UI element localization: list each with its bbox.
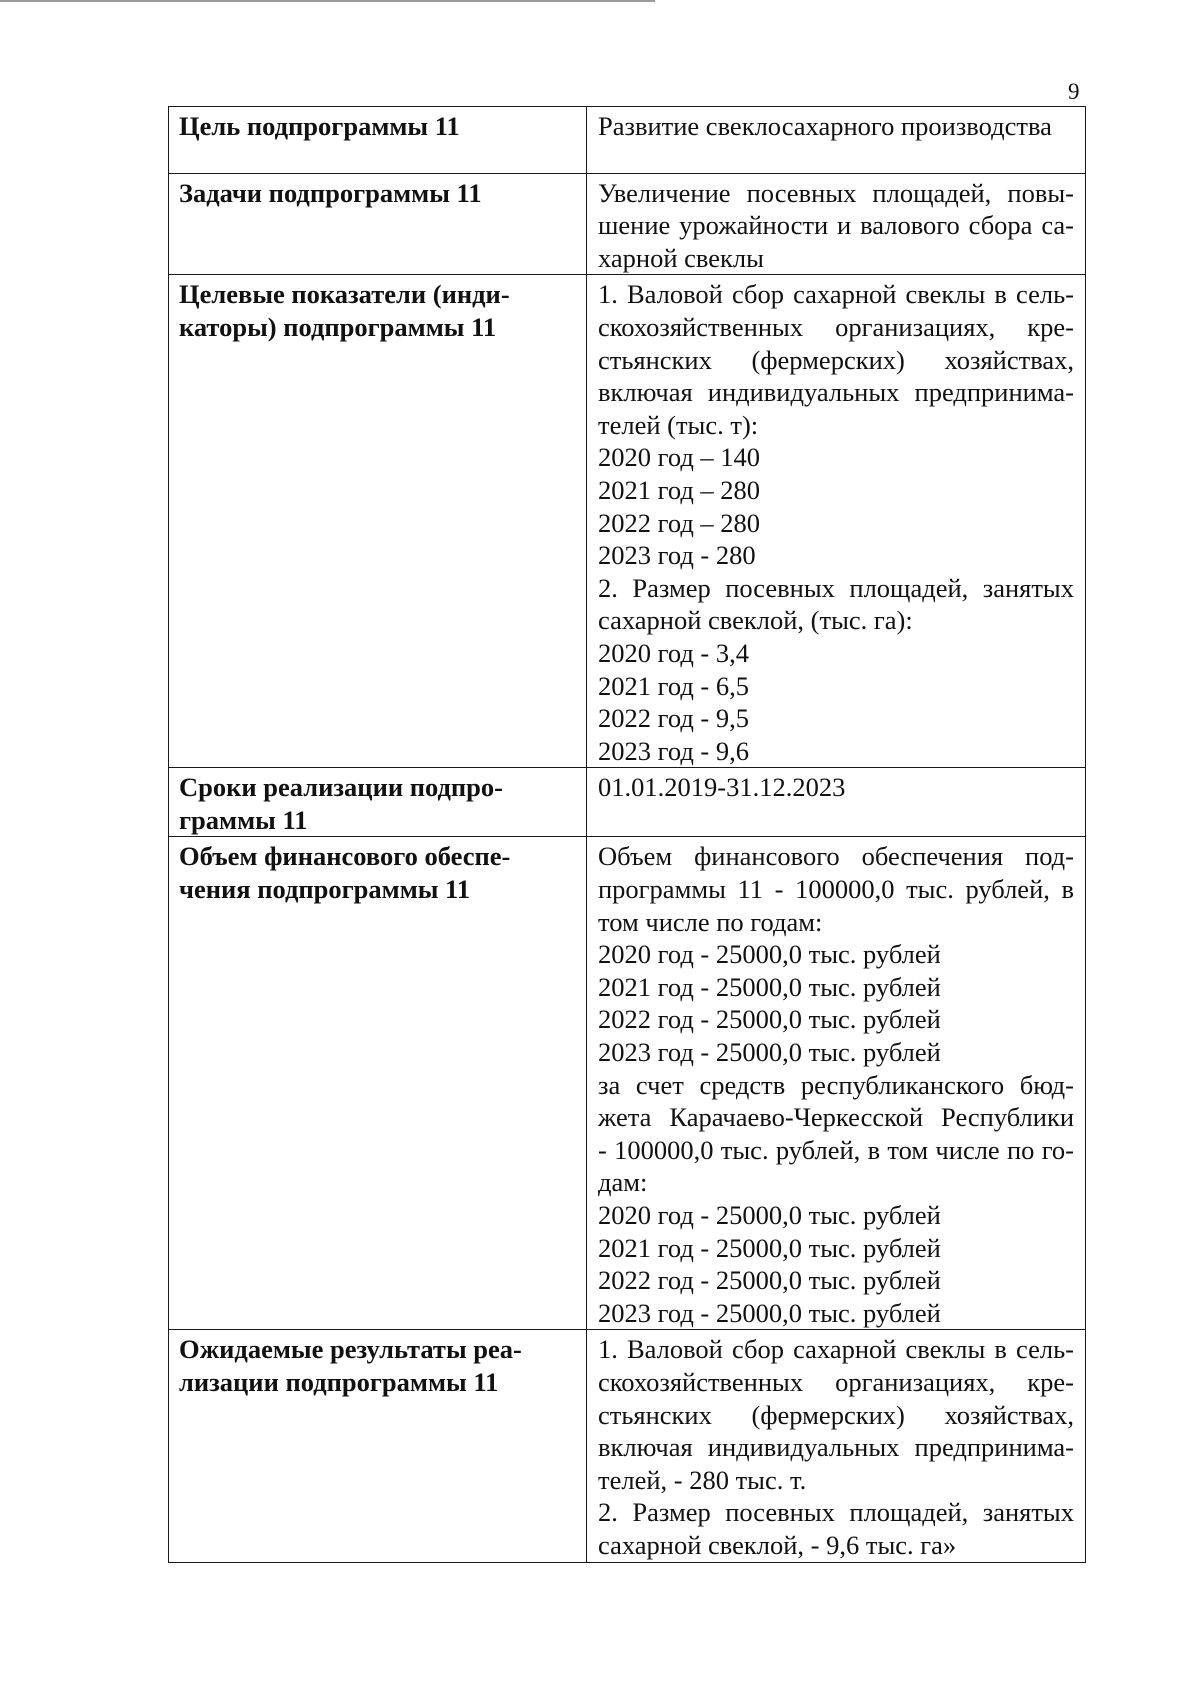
row-value-line: харной свеклы: [598, 242, 764, 273]
row-value-line: Развитие свеклосахарного производства: [598, 111, 1052, 141]
row-value-line: Увеличение посевных площадей, повы-: [598, 177, 1074, 208]
row-label-cell: [169, 768, 587, 837]
row-value-line: 01.01.2019-31.12.2023: [598, 772, 846, 803]
row-value-line: Объем финансового обеспечения под-: [598, 841, 1074, 872]
table-row-tasks: [169, 173, 1086, 275]
row-value-line: шение урожайности и валового сбора са-: [598, 210, 1074, 241]
row-value-line: скохозяйственных организациях, кре-: [598, 311, 1074, 342]
row-spacer: [598, 143, 1074, 173]
row-value-line: программы 11 - 100000,0 тыс. рублей, в: [598, 874, 1074, 905]
table-row-timeline: [169, 768, 1086, 837]
row-value-line: 2020 год - 25000,0 тыс. рублей: [598, 939, 941, 970]
row-value-line: стьянских (фермерских) хозяйствах,: [598, 1399, 1074, 1430]
row-label-line: Сроки реализации подпро-: [179, 772, 503, 803]
table-row-goal: [169, 107, 1086, 174]
row-value-line: скохозяйственных организациях, кре-: [598, 1366, 1074, 1397]
subprogram-passport-table: [168, 106, 1086, 1563]
page-number: 9: [1068, 79, 1080, 104]
row-value-line: 2023 год - 25000,0 тыс. рублей: [598, 1297, 941, 1328]
row-value-line: телей (тыс. т):: [598, 409, 759, 440]
row-label-line: лизации подпрограммы 11: [179, 1366, 499, 1397]
row-value-line: том числе по годам:: [598, 906, 823, 937]
row-value-line: - 100000,0 тыс. рублей, в том числе по го-: [598, 1134, 1074, 1165]
row-value-line: включая индивидуальных предпринима-: [598, 1432, 1074, 1463]
row-value-line: 2022 год - 25000,0 тыс. рублей: [598, 1004, 941, 1035]
row-value-line: 1. Валовой сбор сахарной свеклы в сель-: [598, 1334, 1074, 1365]
row-label-line: Задачи подпрограммы 11: [179, 177, 482, 208]
row-value-line: телей, - 280 тыс. т.: [598, 1464, 807, 1495]
row-value-cell: [587, 768, 1086, 837]
row-value-line: 2023 год - 9,6: [598, 735, 750, 766]
row-label-line: Цель подпрограммы 11: [179, 111, 460, 141]
row-label-line: граммы 11: [179, 804, 308, 835]
row-value-line: 2020 год – 140: [598, 442, 761, 473]
row-value-cell: [587, 173, 1086, 275]
row-value-line: 2023 год - 280: [598, 540, 756, 571]
row-value-cell: [587, 1330, 1086, 1562]
row-value-line: 2020 год - 3,4: [598, 637, 750, 668]
row-label-line: Целевые показатели (инди-: [179, 279, 510, 310]
row-label-cell: [169, 837, 587, 1330]
table-row-expected-results: [169, 1330, 1086, 1562]
row-label-cell: [169, 173, 587, 275]
row-label-cell: [169, 275, 587, 768]
row-label-line: Ожидаемые результаты реа-: [179, 1334, 522, 1365]
passport-table-body: [169, 107, 1086, 1563]
row-value-cell: [587, 107, 1086, 174]
row-value-line: 2022 год - 9,5: [598, 703, 750, 734]
row-label-cell: [169, 1330, 587, 1562]
row-value-line: 1. Валовой сбор сахарной свеклы в сель-: [598, 279, 1074, 310]
row-label-cell: [169, 107, 587, 174]
scan-top-edge-line: [0, 0, 655, 2]
row-value-line: 2021 год - 25000,0 тыс. рублей: [598, 971, 941, 1002]
row-value-line: 2022 год – 280: [598, 507, 761, 538]
row-value-line: жета Карачаево-Черкесской Республики: [598, 1102, 1074, 1133]
row-value-line: сахарной свеклой, - 9,6 тыс. га»: [598, 1529, 957, 1560]
row-value-line: 2023 год - 25000,0 тыс. рублей: [598, 1037, 941, 1068]
row-label-line: Объем финансового обеспе-: [179, 841, 511, 872]
row-value-line: 2. Размер посевных площадей, занятых: [598, 1497, 1074, 1528]
row-value-line: 2021 год - 6,5: [598, 670, 750, 701]
row-value-cell: [587, 275, 1086, 768]
row-value-line: за счет средств республиканского бюд-: [598, 1069, 1074, 1100]
row-value-line: 2021 год - 25000,0 тыс. рублей: [598, 1232, 941, 1263]
row-value-line: 2022 год - 25000,0 тыс. рублей: [598, 1265, 941, 1296]
row-value-line: 2021 год – 280: [598, 474, 761, 505]
row-value-line: 2020 год - 25000,0 тыс. рублей: [598, 1200, 941, 1230]
table-row-funding: [169, 837, 1086, 1330]
row-label-line: чения подпрограммы 11: [179, 874, 471, 905]
row-value-line: сахарной свеклой, (тыс. га):: [598, 605, 913, 636]
row-value-cell: [587, 837, 1086, 1330]
row-value-line: дам:: [598, 1167, 648, 1198]
table-row-indicators: [169, 275, 1086, 768]
row-value-line: 2. Размер посевных площадей, занятых: [598, 572, 1074, 603]
row-value-line: стьянских (фермерских) хозяйствах,: [598, 344, 1074, 375]
row-label-line: каторы) подпрограммы 11: [179, 311, 497, 342]
row-value-line: включая индивидуальных предпринима-: [598, 377, 1074, 408]
